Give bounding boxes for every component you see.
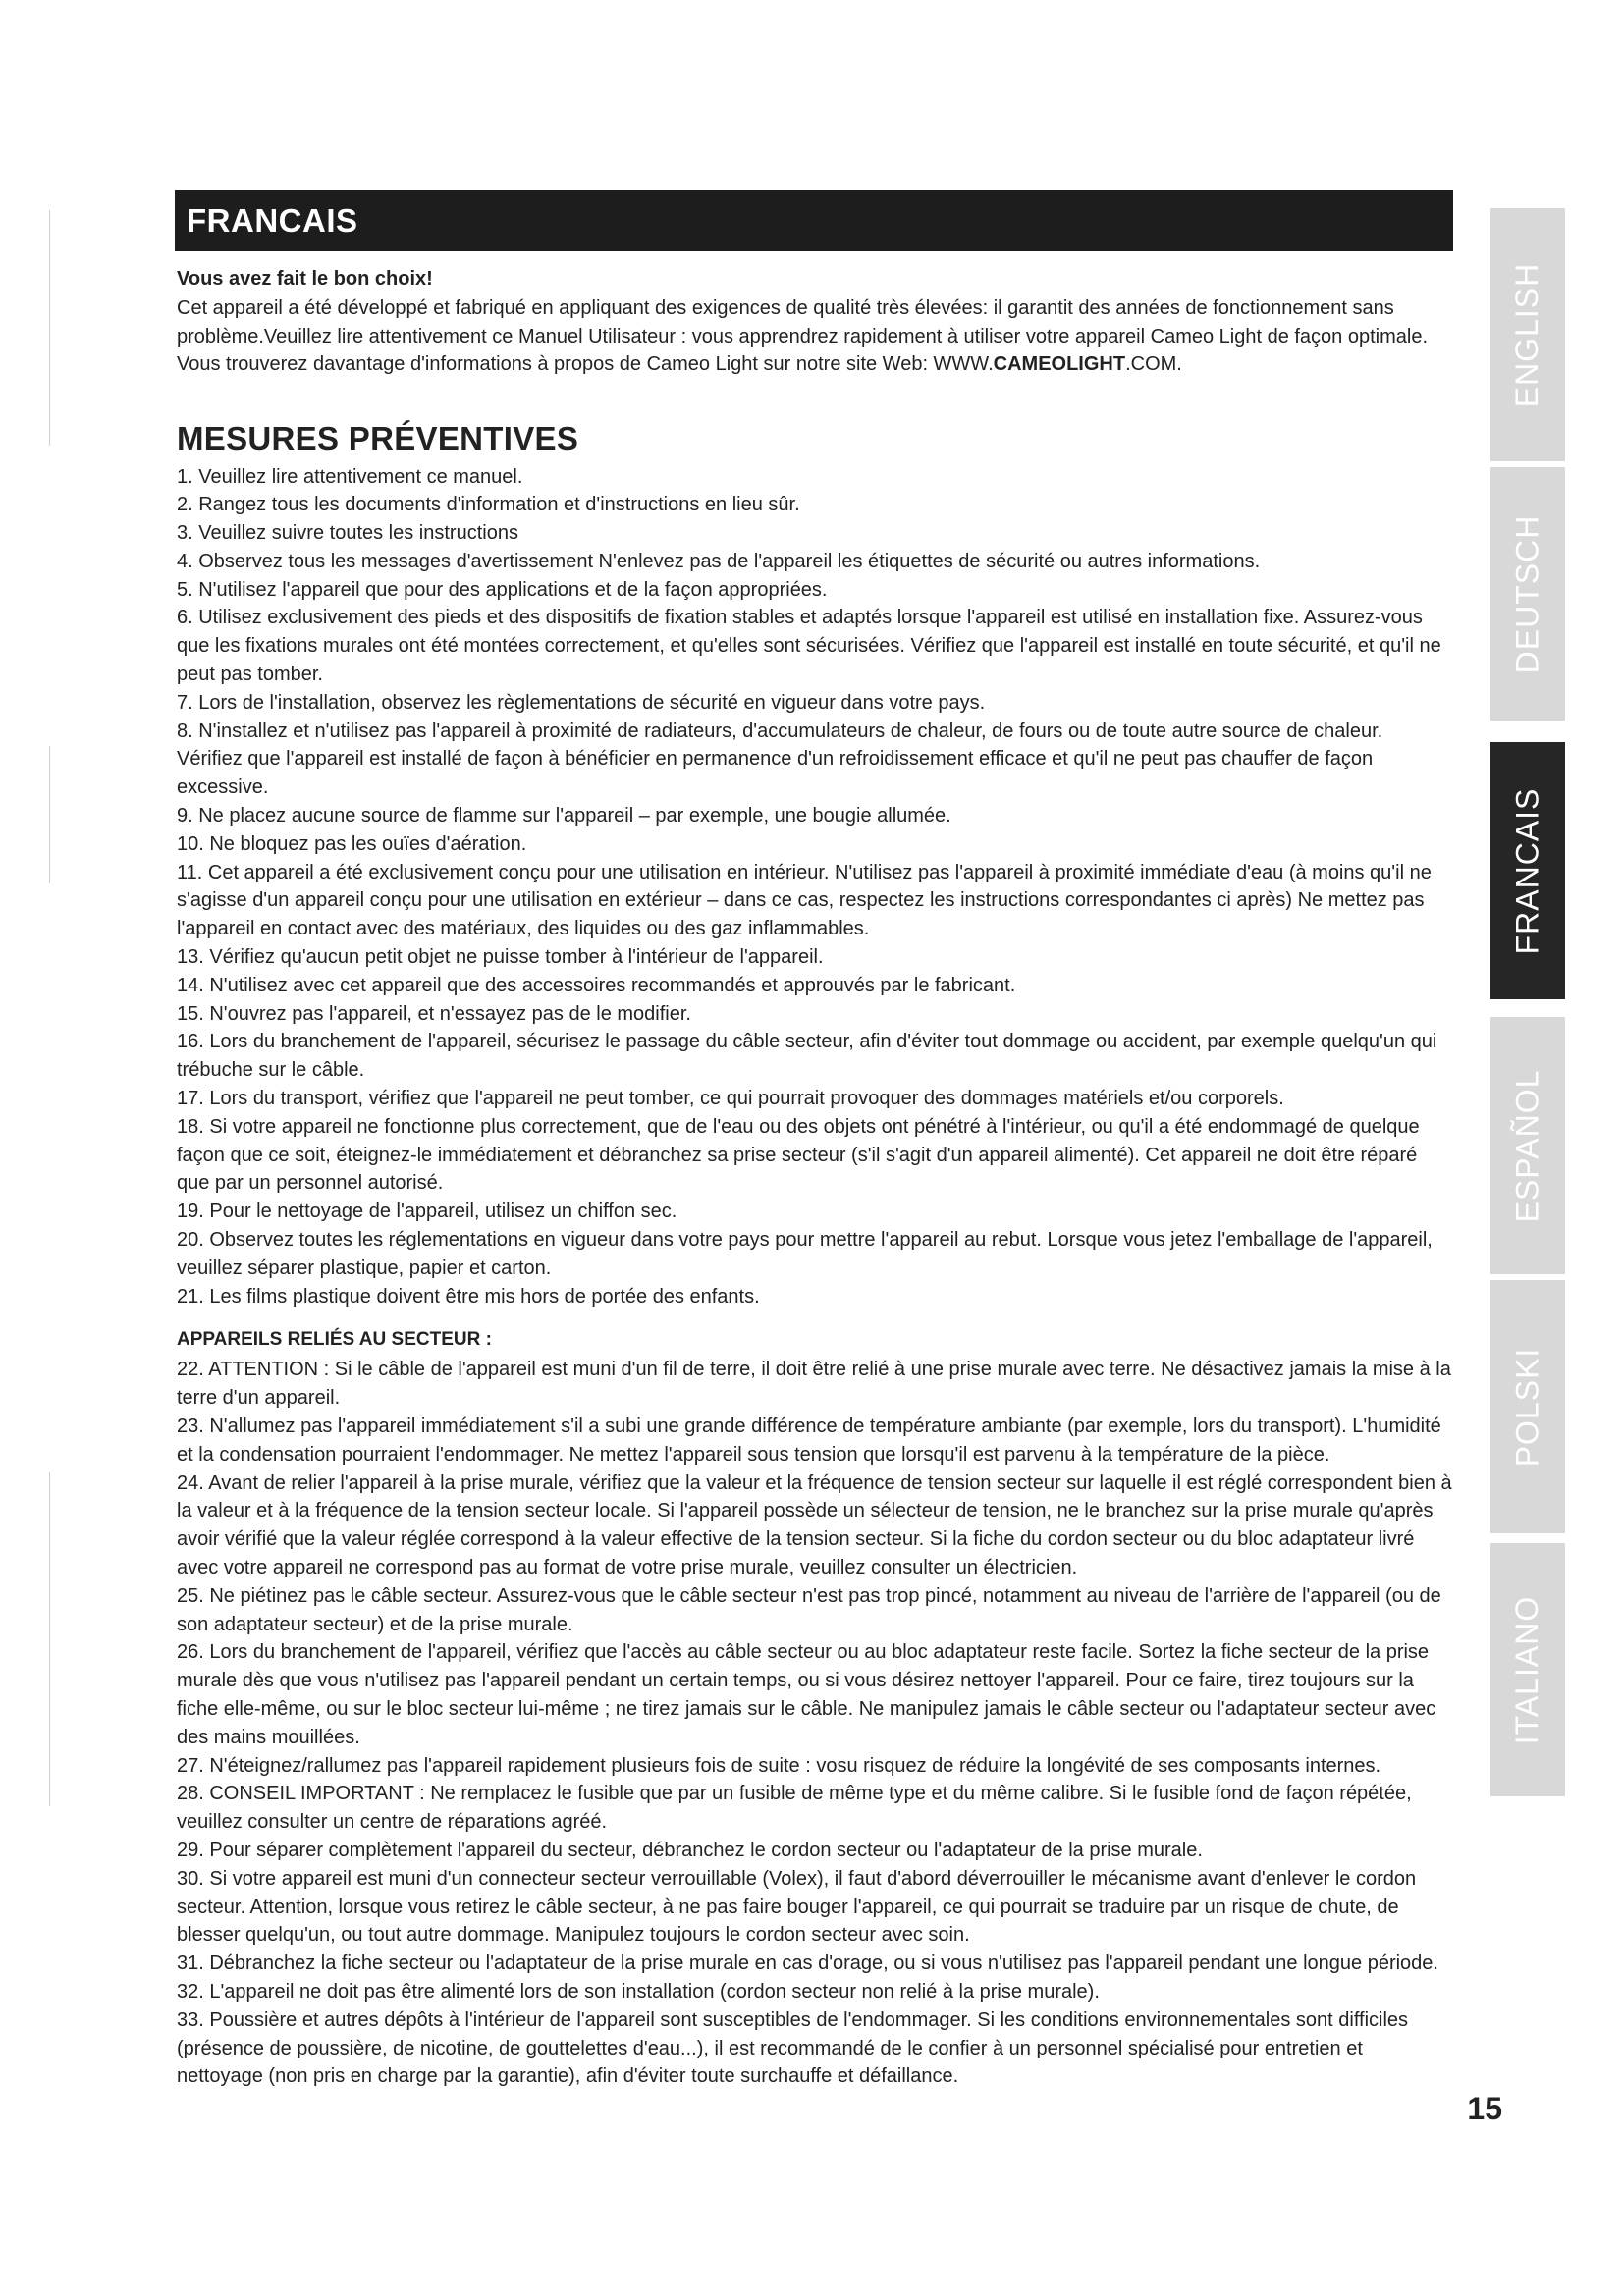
list-item: 6. Utilisez exclusivement des pieds et des dispositifs de fixation stables et adaptés lorsque l'appareil est utilisé en installation fixe. Assurez-vous que les fixations murales ont été montées correctement, et qu'elles sont sécurisées. Vérifiez que l'appareil est installé en toute sécurité, et qu'il ne peut pas tomber.: [177, 607, 1441, 686]
language-tab-label: ESPAÑOL: [1509, 1069, 1545, 1222]
language-tab-label: FRANCAIS: [1509, 787, 1545, 954]
list-item: 20. Observez toutes les réglementations en vigueur dans votre pays pour mettre l'appareil au rebut. Lorsque vous jetez l'emballage de l'appareil, veuillez séparer plastique, papier et carton.: [177, 1229, 1433, 1279]
list-item: 11. Cet appareil a été exclusivement conçu pour une utilisation en intérieur. N'utilisez pas l'appareil à proximité immédiate d'eau (à moins qu'il ne s'agisse d'un appareil conçu pour une utilisation en extérieur – dans ce cas, respectez les instructions correspondantes ci après) Ne mettez pas l'appareil en contact avec des matériaux, des liquides ou des gaz inflammables.: [177, 861, 1432, 940]
language-tab-francais[interactable]: [1490, 742, 1565, 999]
list-item: 23. N'allumez pas l'appareil immédiatement s'il a subi une grande différence de température ambiante (par exemple, lors du transport). L'humidité et la condensation pourraient l'endommager. Ne mettez l'appareil sous tension que lorsqu'il est parvenu à la température de la pièce.: [177, 1415, 1441, 1466]
list-item: 4. Observez tous les messages d'avertissement N'enlevez pas de l'appareil les étiquettes de sécurité ou autres informations.: [177, 550, 1261, 572]
list-item: 13. Vérifiez qu'aucun petit objet ne puisse tomber à l'intérieur de l'appareil.: [177, 946, 824, 969]
list-item: 15. N'ouvrez pas l'appareil, et n'essayez pas de le modifier.: [177, 1002, 691, 1025]
list-item: 29. Pour séparer complètement l'appareil du secteur, débranchez le cordon secteur ou l'adaptateur de la prise murale.: [177, 1839, 1203, 1861]
list-item: 26. Lors du branchement de l'appareil, vérifiez que l'accès au câble secteur ou au bloc adaptateur reste facile. Sortez la fiche secteur de la prise murale dès que vous n'utilisez pas l'appareil pendant un certain temps, ou si vous désirez nettoyer l'appareil. Pour ce faire, tirez toujours sur la fiche elle-même, ou sur le bloc secteur lui-même ; ne tirez jamais sur le câble. Ne manipulez jamais le câble secteur ou l'adaptateur secteur avec des mains mouillées.: [177, 1641, 1436, 1748]
list-item: 10. Ne bloquez pas les ouïes d'aération.: [177, 832, 527, 855]
list-item: 27. N'éteignez/rallumez pas l'appareil rapidement plusieurs fois de suite : vosu risquez de réduire la longévité de ses composants internes.: [177, 1754, 1381, 1777]
list-item: 18. Si votre appareil ne fonctionne plus correctement, que de l'eau ou des objets ont pénétré à l'intérieur, ou qu'il a été endommagé de quelque façon que ce soit, éteignez-le immédiatement et débranchez sa prise secteur (s'il s'agit d'un appareil alimenté). Cet appareil ne doit être réparé que par un personnel autorisé.: [177, 1115, 1420, 1195]
mains-section-title: APPAREILS RELIÉS AU SECTEUR :: [177, 1329, 492, 1351]
list-item: 30. Si votre appareil est muni d'un connecteur secteur verrouillable (Volex), il faut d'abord déverrouiller le mécanisme avant d'enlever le cordon secteur. Attention, lorsque vous retirez le câble secteur, à ne pas faire bouger l'appareil, ce qui pourrait se traduire par un risque de chute, de blesser quelqu'un, ou tout autre dommage. Manipulez toujours le cordon secteur avec soin.: [177, 1867, 1417, 1947]
list-item: 8. N'installez et n'utilisez pas l'appareil à proximité de radiateurs, d'accumulateurs de chaleur, de fours ou de toute autre source de chaleur. Vérifiez que l'appareil est installé de façon à bénéficier en permanence d'un refroidissement efficace et qu'il ne peut pas chauffer de façon excessive.: [177, 720, 1383, 799]
language-tab-label: DEUTSCH: [1509, 514, 1545, 673]
main-content: [177, 265, 1453, 2091]
section-header-bar: [175, 190, 1453, 251]
intro-paragraph: [177, 294, 1453, 379]
list-item: 21. Les films plastique doivent être mis hors de portée des enfants.: [177, 1285, 760, 1308]
brand-name: CAMEOLIGHT: [993, 353, 1126, 375]
list-item: 31. Débranchez la fiche secteur ou l'adaptateur de la prise murale en cas d'orage, ou si vous n'utilisez pas l'appareil pendant une longue période.: [177, 1952, 1438, 1975]
language-tab-italiano[interactable]: [1490, 1543, 1565, 1796]
page-number: 15: [1467, 2091, 1502, 2126]
language-tab-label: POLSKI: [1509, 1347, 1545, 1467]
language-tab-label: ITALIANO: [1509, 1595, 1545, 1744]
list-item: 2. Rangez tous les documents d'information et d'instructions en lieu sûr.: [177, 494, 800, 516]
list-item: 24. Avant de relier l'appareil à la prise murale, vérifiez que la valeur et la fréquence de tension secteur sur laquelle il est réglé correspondent bien à la valeur et à la fréquence de la tension secteur locale. Si l'appareil possède un sélecteur de tension, ne le branchez sur la prise murale qu'après avoir vérifié que la valeur réglée correspond à la valeur effective de la tension secteur. Si la fiche du cordon secteur ou du bloc adaptateur livré avec votre appareil ne correspond pas au format de votre prise murale, veuillez consulter un électricien.: [177, 1471, 1452, 1578]
language-tab-label: ENGLISH: [1509, 262, 1545, 407]
list-item: 33. Poussière et autres dépôts à l'intérieur de l'appareil sont susceptibles de l'endommager. Si les conditions environnementales sont difficiles (présence de poussière, de nicotine, de gouttelettes d'eau...), il est recommandé de le confier à un personnel spécialisé pour entretien et nettoyage (non pris en charge par la garantie), afin d'éviter toute surchauffe et défaillance.: [177, 2008, 1409, 2088]
list-item: 28. CONSEIL IMPORTANT : Ne remplacez le fusible que par un fusible de même type et du même calibre. Si le fusible fond de façon répétée, veuillez consulter un centre de réparations agréé.: [177, 1783, 1412, 1834]
list-item: 25. Ne piétinez pas le câble secteur. Assurez-vous que le câble secteur n'est pas trop pincé, notamment au niveau de l'arrière de l'appareil (ou de son adaptateur secteur) et de la prise murale.: [177, 1584, 1441, 1635]
language-tab-english[interactable]: [1490, 208, 1565, 461]
list-item: 9. Ne placez aucune source de flamme sur l'appareil – par exemple, une bougie allumée.: [177, 805, 951, 828]
list-item: 16. Lors du branchement de l'appareil, sécurisez le passage du câble secteur, afin d'éviter tout dommage ou accident, par exemple quelqu'un qui trébuche sur le câble.: [177, 1031, 1437, 1082]
list-item: 5. N'utilisez l'appareil que pour des applications et de la façon appropriées.: [177, 578, 828, 601]
language-tab-polski[interactable]: [1490, 1280, 1565, 1533]
list-item: 32. L'appareil ne doit pas être alimenté lors de son installation (cordon secteur non relié à la prise murale).: [177, 1980, 1100, 2002]
section-title: MESURES PRÉVENTIVES: [177, 419, 579, 456]
precautions-list: [177, 463, 1453, 1311]
list-item: 1. Veuillez lire attentivement ce manuel.: [177, 465, 523, 488]
list-item: 7. Lors de l'installation, observez les règlementations de sécurité en vigueur dans votre pays.: [177, 691, 986, 714]
left-margin-line: [49, 746, 50, 883]
list-item: 14. N'utilisez avec cet appareil que des accessoires recommandés et approuvés par le fabricant.: [177, 974, 1016, 996]
list-item: 17. Lors du transport, vérifiez que l'appareil ne peut tomber, ce qui pourrait provoquer des dommages matériels et/ou corporels.: [177, 1088, 1284, 1110]
intro-heading: Vous avez fait le bon choix!: [177, 268, 433, 290]
language-tab-espanol[interactable]: [1490, 1017, 1565, 1274]
left-margin-line: [49, 1472, 50, 1806]
intro-text-end: .COM.: [1125, 353, 1182, 375]
left-margin-line: [49, 210, 50, 446]
list-item: 22. ATTENTION : Si le câble de l'appareil est muni d'un fil de terre, il doit être relié à une prise murale avec terre. Ne désactivez jamais la mise à la terre d'un appareil.: [177, 1359, 1451, 1410]
mains-precautions-list: [177, 1356, 1453, 2091]
list-item: 19. Pour le nettoyage de l'appareil, utilisez un chiffon sec.: [177, 1201, 677, 1223]
header-title: FRANCAIS: [187, 202, 358, 239]
intro-text: Cet appareil a été développé et fabriqué en appliquant des exigences de qualité très élevées: il garantit des années de fonctionnement sans problème.Veuillez lire attentivement ce Manuel Utilisateur : vous apprendrez rapidement à utiliser votre appareil Cameo Light de façon optimale. Vous trouverez davantage d'informations à propos de Cameo Light sur notre site Web: WWW.: [177, 297, 1429, 375]
list-item: 3. Veuillez suivre toutes les instructions: [177, 522, 518, 545]
language-tab-deutsch[interactable]: [1490, 467, 1565, 721]
